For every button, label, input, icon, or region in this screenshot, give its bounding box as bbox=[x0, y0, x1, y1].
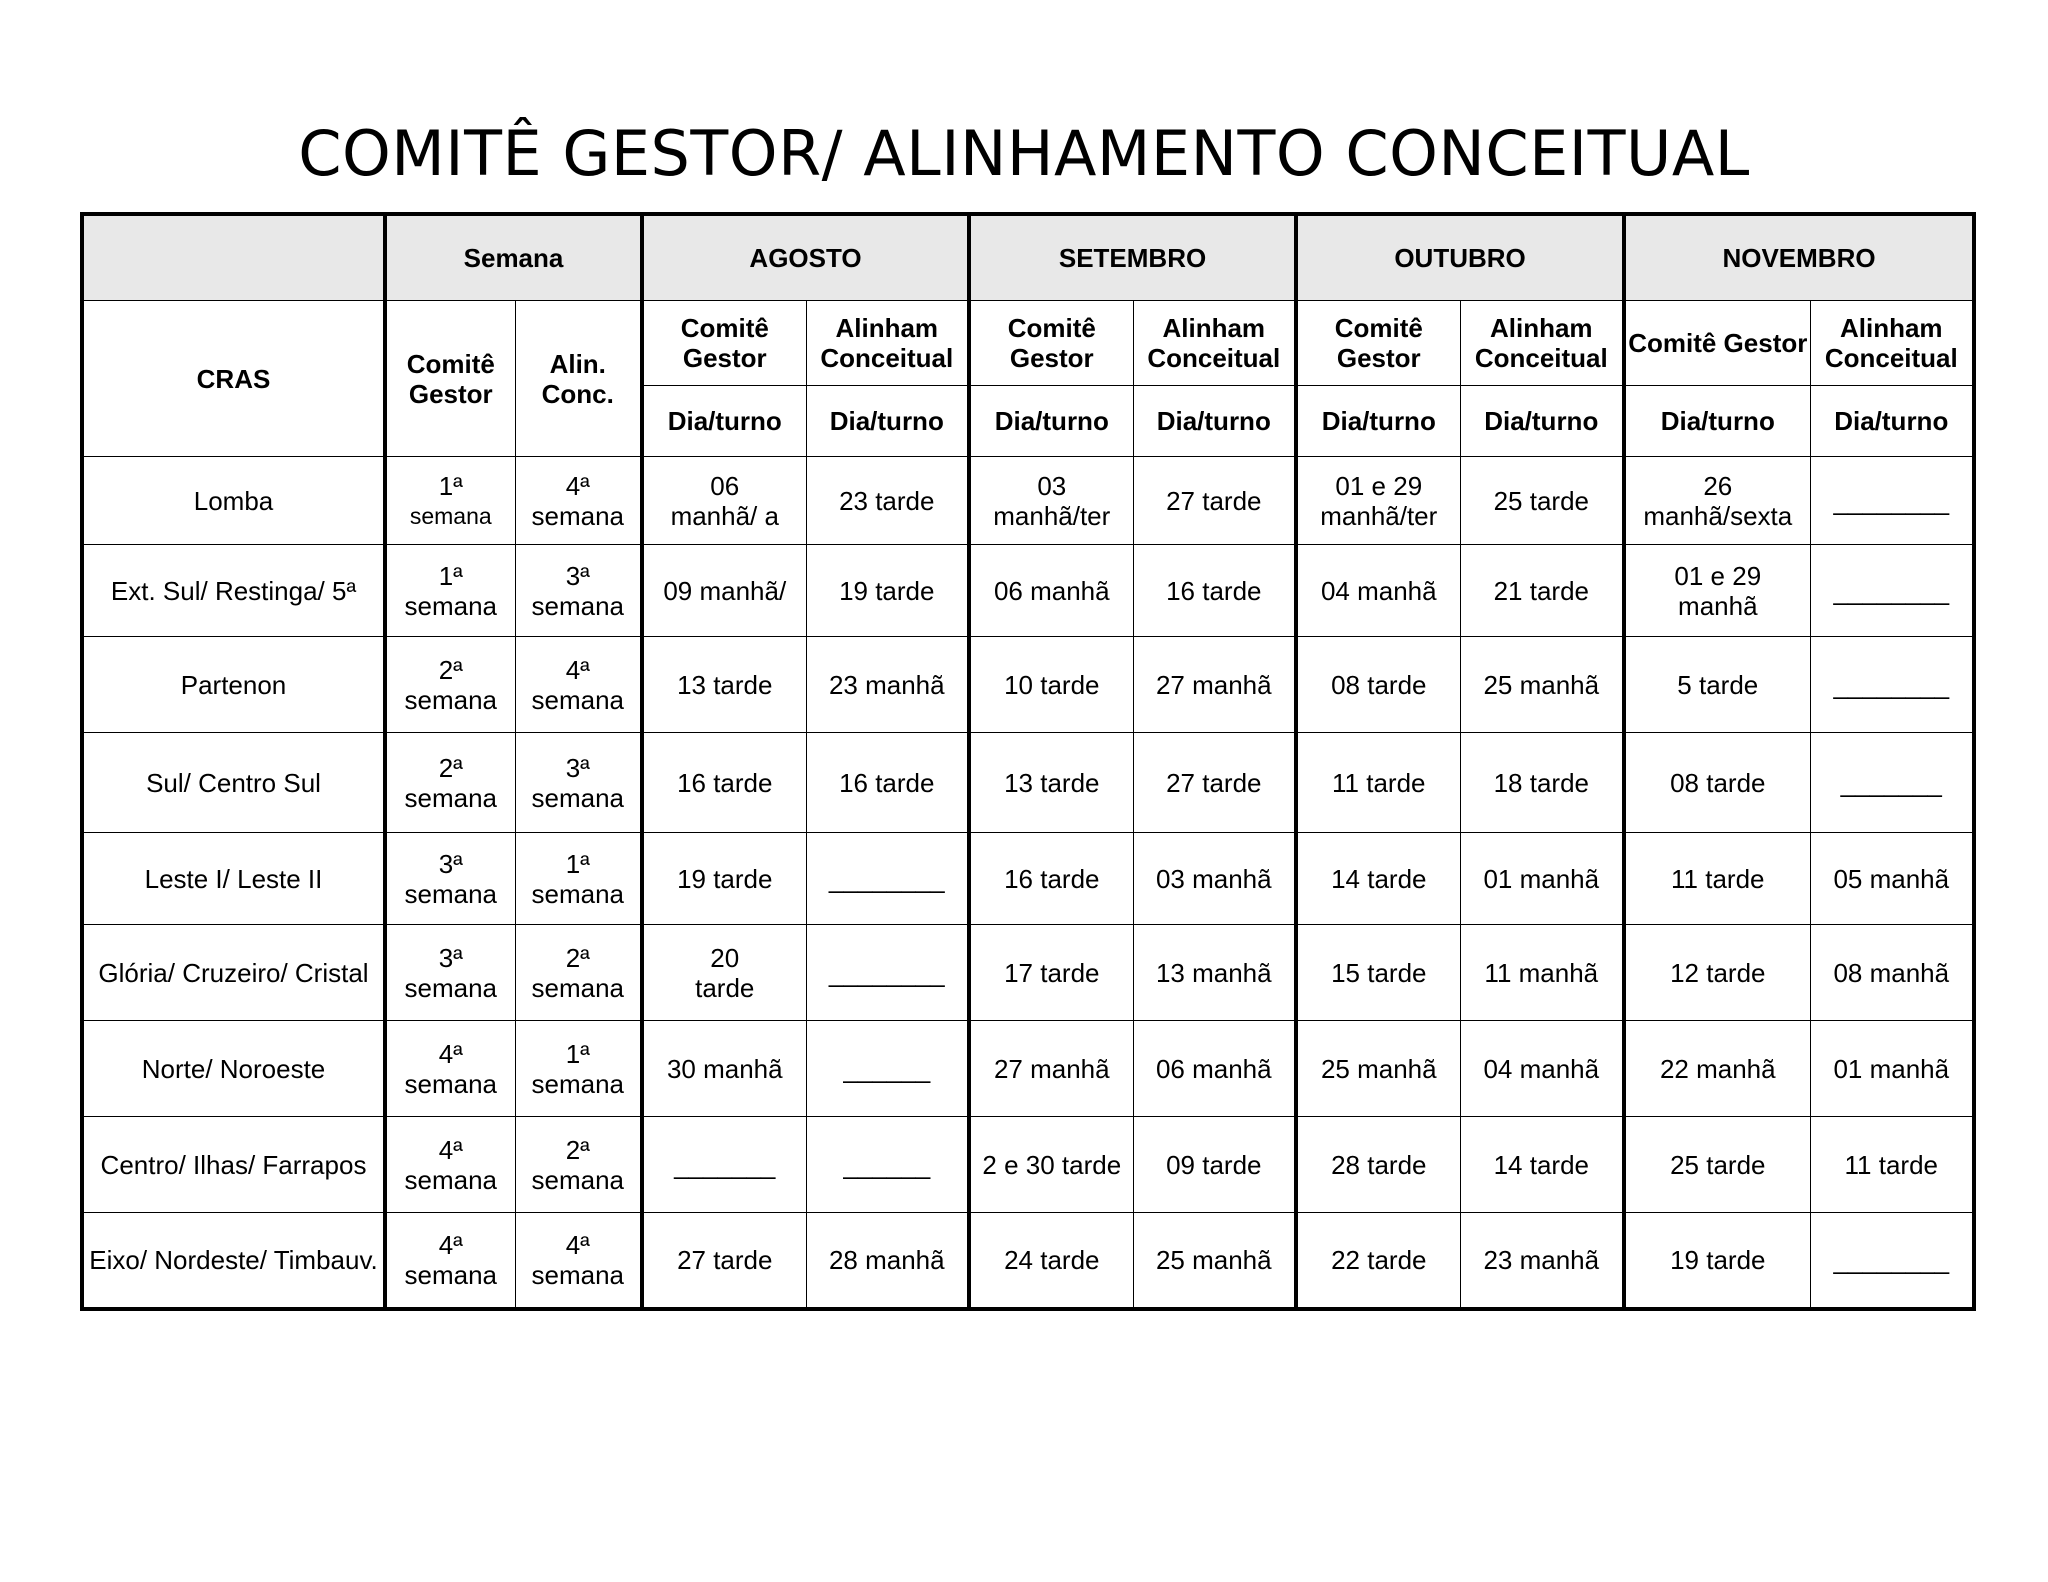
semana-alin-cell bbox=[515, 457, 642, 545]
comite-date-cell-line: 08 tarde bbox=[1670, 767, 1766, 798]
comite-date-cell-line: 06 bbox=[710, 470, 740, 501]
semana-comite-cell-line: 4ª bbox=[438, 1229, 463, 1260]
semana-alin-cell-line: semana bbox=[531, 1068, 624, 1099]
comite-date-cell bbox=[1624, 1213, 1810, 1309]
semana-alin-cell bbox=[515, 925, 642, 1021]
alin-date-cell-line: 25 tarde bbox=[1493, 485, 1589, 516]
comite-date-cell-line: 16 tarde bbox=[1004, 863, 1100, 894]
alin-date-cell bbox=[1133, 1213, 1296, 1309]
outubro-comite-header: Comitê Gestor bbox=[1296, 301, 1460, 386]
alin-date-cell bbox=[1810, 1213, 1974, 1309]
semana-comite-cell-line: 3ª bbox=[438, 848, 463, 879]
semana-comite-cell-line: semana bbox=[404, 1259, 497, 1290]
semana-alin-cell-line: 4ª bbox=[565, 1229, 590, 1260]
alin-date-cell bbox=[806, 545, 969, 637]
corner-cell bbox=[82, 214, 385, 301]
setembro-alin-header: Alinham Conceitual bbox=[1133, 301, 1296, 386]
alin-date-cell-line: 01 manhã bbox=[1833, 1053, 1950, 1084]
semana-alin-cell-line: semana bbox=[531, 782, 624, 813]
alin-date-cell bbox=[1810, 457, 1974, 545]
semana-comite-cell bbox=[385, 1213, 515, 1309]
alin-date-cell-line: 23 manhã bbox=[1483, 1244, 1600, 1275]
comite-date-cell bbox=[642, 457, 806, 545]
comite-date-cell-line: 22 tarde bbox=[1331, 1244, 1427, 1275]
cras-name-cell: Partenon bbox=[82, 637, 385, 733]
comite-date-cell-line: 01 e 29 bbox=[1674, 560, 1762, 591]
alin-date-cell bbox=[1133, 545, 1296, 637]
alin-date-cell bbox=[1810, 1117, 1974, 1213]
alin-date-cell-line: 25 manhã bbox=[1483, 669, 1600, 700]
alin-date-cell-line: 16 tarde bbox=[1166, 575, 1262, 606]
alin-date-cell bbox=[1133, 833, 1296, 925]
semana-alin-cell bbox=[515, 833, 642, 925]
semana-alin-cell-line: 1ª bbox=[565, 1038, 590, 1069]
cras-name-cell: Eixo/ Nordeste/ Timbauv. bbox=[82, 1213, 385, 1309]
comite-date-cell bbox=[969, 1021, 1133, 1117]
comite-date-cell bbox=[642, 545, 806, 637]
alin-date-cell-line: ________ bbox=[1833, 485, 1950, 516]
comite-date-cell bbox=[1296, 1117, 1460, 1213]
alin-date-cell-line: 27 tarde bbox=[1166, 767, 1262, 798]
semana-alin-cell-line: 3ª bbox=[565, 752, 590, 783]
alin-date-cell bbox=[1133, 1021, 1296, 1117]
dia-turno-header: Dia/turno bbox=[1296, 386, 1460, 457]
alin-date-cell bbox=[1810, 545, 1974, 637]
semana-comite-cell bbox=[385, 925, 515, 1021]
comite-date-cell-line: 22 manhã bbox=[1659, 1053, 1776, 1084]
alin-date-cell bbox=[1810, 925, 1974, 1021]
alin-date-cell bbox=[806, 1021, 969, 1117]
semana-alin-cell bbox=[515, 1117, 642, 1213]
alin-date-cell-line: 08 manhã bbox=[1833, 957, 1950, 988]
comite-date-cell-line: 15 tarde bbox=[1331, 957, 1427, 988]
comite-date-cell bbox=[969, 637, 1133, 733]
semana-comite-cell bbox=[385, 733, 515, 833]
alin-date-cell bbox=[806, 1117, 969, 1213]
semana-alin-cell-line: 4ª bbox=[565, 654, 590, 685]
semana-comite-cell-line: semana bbox=[404, 782, 497, 813]
alin-date-cell-line: ______ bbox=[843, 1053, 931, 1084]
alin-date-cell-line: 11 tarde bbox=[1844, 1149, 1939, 1180]
comite-date-cell-line: 5 tarde bbox=[1677, 669, 1759, 700]
comite-date-cell bbox=[1624, 457, 1810, 545]
alin-date-cell-line: 27 manhã bbox=[1155, 669, 1272, 700]
comite-date-cell bbox=[642, 925, 806, 1021]
alin-date-cell bbox=[806, 457, 969, 545]
dia-turno-header: Dia/turno bbox=[969, 386, 1133, 457]
alin-date-cell bbox=[1133, 637, 1296, 733]
agosto-alin-header: Alinham Conceitual bbox=[806, 301, 969, 386]
comite-date-cell bbox=[1296, 457, 1460, 545]
page-title: COMITÊ GESTOR/ ALINHAMENTO CONCEITUAL bbox=[298, 117, 1750, 190]
semana-comite-cell-line: 2ª bbox=[438, 752, 463, 783]
alin-date-cell bbox=[1460, 733, 1624, 833]
comite-date-cell bbox=[1624, 637, 1810, 733]
alin-date-cell-line: 04 manhã bbox=[1483, 1053, 1600, 1084]
table-row bbox=[82, 457, 1974, 545]
semana-alin-cell-line: semana bbox=[531, 684, 624, 715]
semana-comite-cell-line: 1ª bbox=[438, 470, 463, 501]
alin-date-cell bbox=[806, 733, 969, 833]
comite-date-cell-line: 10 tarde bbox=[1004, 669, 1100, 700]
outubro-alin-header: Alinham Conceitual bbox=[1460, 301, 1624, 386]
comite-date-cell bbox=[642, 637, 806, 733]
cras-name-cell: Ext. Sul/ Restinga/ 5ª bbox=[82, 545, 385, 637]
alin-date-cell-line: ________ bbox=[828, 863, 945, 894]
table-row bbox=[82, 637, 1974, 733]
alin-date-cell bbox=[1133, 925, 1296, 1021]
comite-date-cell bbox=[969, 1117, 1133, 1213]
semana-alin-cell-line: 1ª bbox=[565, 848, 590, 879]
comite-date-cell-line: manhã/ter bbox=[993, 500, 1111, 531]
alin-date-cell bbox=[806, 1213, 969, 1309]
table-row bbox=[82, 1213, 1974, 1309]
comite-date-cell-line: 04 manhã bbox=[1320, 575, 1437, 606]
semana-comite-cell bbox=[385, 1021, 515, 1117]
comite-date-cell bbox=[1624, 733, 1810, 833]
semana-alin-cell bbox=[515, 1021, 642, 1117]
alin-date-cell bbox=[1460, 925, 1624, 1021]
comite-date-cell bbox=[1624, 1021, 1810, 1117]
comite-date-cell-line: 08 tarde bbox=[1331, 669, 1427, 700]
comite-date-cell bbox=[969, 457, 1133, 545]
alin-date-cell bbox=[1133, 457, 1296, 545]
alin-date-cell-line: 23 manhã bbox=[828, 669, 945, 700]
alin-date-cell-line: 18 tarde bbox=[1493, 767, 1589, 798]
semana-alin-cell-line: 2ª bbox=[565, 1134, 590, 1165]
comite-date-cell-line: 30 manhã bbox=[666, 1053, 783, 1084]
comite-date-cell-line: 06 manhã bbox=[993, 575, 1110, 606]
comite-date-cell-line: 13 tarde bbox=[677, 669, 773, 700]
dia-turno-header: Dia/turno bbox=[1460, 386, 1624, 457]
comite-date-cell-line: 27 manhã bbox=[993, 1053, 1110, 1084]
semana-alin-cell-line: semana bbox=[531, 878, 624, 909]
comite-date-cell-line: 11 tarde bbox=[1332, 767, 1426, 798]
comite-date-cell-line: 19 tarde bbox=[677, 863, 773, 894]
comite-date-cell bbox=[1296, 1213, 1460, 1309]
cras-name-cell: Centro/ Ilhas/ Farrapos bbox=[82, 1117, 385, 1213]
comite-date-cell bbox=[642, 1213, 806, 1309]
alin-date-cell bbox=[1460, 457, 1624, 545]
table-row bbox=[82, 733, 1974, 833]
comite-date-cell-line: 13 tarde bbox=[1004, 767, 1100, 798]
semana-comite-cell-line: semana bbox=[404, 1068, 497, 1099]
alin-date-cell bbox=[1810, 733, 1974, 833]
comite-date-cell bbox=[1296, 925, 1460, 1021]
alin-date-cell-line: 19 tarde bbox=[839, 575, 935, 606]
alin-date-cell-line: _______ bbox=[1840, 767, 1942, 798]
comite-date-cell-line: manhã/ter bbox=[1320, 500, 1438, 531]
table-row bbox=[82, 545, 1974, 637]
comite-date-cell-line: 26 bbox=[1703, 470, 1733, 501]
semana-alin-cell-line: 4ª bbox=[565, 470, 590, 501]
month-header-setembro: SETEMBRO bbox=[969, 214, 1296, 301]
dia-turno-header: Dia/turno bbox=[642, 386, 806, 457]
alin-date-cell-line: 25 manhã bbox=[1155, 1244, 1272, 1275]
semana-comite-cell-line: 4ª bbox=[438, 1134, 463, 1165]
comite-date-cell bbox=[1624, 545, 1810, 637]
alin-date-cell-line: 21 tarde bbox=[1493, 575, 1589, 606]
alin-date-cell bbox=[1460, 1117, 1624, 1213]
alin-date-cell-line: 28 manhã bbox=[828, 1244, 945, 1275]
comite-date-cell bbox=[969, 545, 1133, 637]
novembro-alin-header: Alinham Conceitual bbox=[1810, 301, 1974, 386]
comite-date-cell bbox=[1296, 1021, 1460, 1117]
month-header-novembro: NOVEMBRO bbox=[1624, 214, 1974, 301]
table-row bbox=[82, 1117, 1974, 1213]
comite-date-cell-line: 19 tarde bbox=[1670, 1244, 1766, 1275]
comite-date-cell bbox=[1296, 733, 1460, 833]
alin-date-cell-line: 27 tarde bbox=[1166, 485, 1262, 516]
table-row bbox=[82, 833, 1974, 925]
alin-date-cell bbox=[1810, 1021, 1974, 1117]
comite-date-cell bbox=[1624, 925, 1810, 1021]
semana-comite-cell-line: 2ª bbox=[438, 654, 463, 685]
schedule-table bbox=[80, 212, 1976, 1311]
semana-comite-cell bbox=[385, 637, 515, 733]
comite-date-cell bbox=[969, 733, 1133, 833]
comite-date-cell bbox=[1624, 833, 1810, 925]
alin-date-cell-line: 23 tarde bbox=[839, 485, 935, 516]
semana-alin-header: Alin. Conc. bbox=[515, 301, 642, 457]
semana-alin-cell-line: semana bbox=[531, 1164, 624, 1195]
dia-turno-header: Dia/turno bbox=[806, 386, 969, 457]
semana-alin-cell-line: semana bbox=[531, 590, 624, 621]
alin-date-cell bbox=[1810, 637, 1974, 733]
comite-date-cell-line: manhã bbox=[1678, 590, 1758, 621]
comite-date-cell-line: 25 tarde bbox=[1670, 1149, 1766, 1180]
alin-date-cell bbox=[1460, 1021, 1624, 1117]
alin-date-cell-line: 06 manhã bbox=[1155, 1053, 1272, 1084]
cras-name-cell: Norte/ Noroeste bbox=[82, 1021, 385, 1117]
cras-name-cell: Sul/ Centro Sul bbox=[82, 733, 385, 833]
semana-comite-cell-line: 3ª bbox=[438, 942, 463, 973]
comite-date-cell-line: 14 tarde bbox=[1331, 863, 1427, 894]
comite-date-cell-line: 11 tarde bbox=[1671, 863, 1765, 894]
comite-date-cell bbox=[1296, 833, 1460, 925]
semana-comite-cell bbox=[385, 457, 515, 545]
alin-date-cell bbox=[1133, 733, 1296, 833]
comite-date-cell-line: 2 e 30 tarde bbox=[982, 1149, 1122, 1180]
comite-date-cell bbox=[642, 833, 806, 925]
comite-date-cell bbox=[969, 925, 1133, 1021]
semana-comite-cell bbox=[385, 1117, 515, 1213]
comite-date-cell-line: tarde bbox=[695, 972, 755, 1003]
comite-date-cell bbox=[969, 1213, 1133, 1309]
semana-alin-cell bbox=[515, 1213, 642, 1309]
comite-date-cell-line: 24 tarde bbox=[1004, 1244, 1100, 1275]
alin-date-cell-line: 05 manhã bbox=[1833, 863, 1950, 894]
semana-comite-cell-line: semana bbox=[409, 502, 492, 529]
comite-date-cell bbox=[1624, 1117, 1810, 1213]
subheader-row bbox=[82, 301, 1974, 386]
semana-header: Semana bbox=[385, 214, 642, 301]
cras-header: CRAS bbox=[82, 301, 385, 457]
semana-alin-cell bbox=[515, 545, 642, 637]
novembro-comite-header: Comitê Gestor bbox=[1624, 301, 1810, 386]
comite-date-cell-line: 17 tarde bbox=[1004, 957, 1100, 988]
alin-date-cell bbox=[806, 833, 969, 925]
comite-date-cell-line: manhã/ a bbox=[670, 500, 779, 531]
comite-date-cell-line: 25 manhã bbox=[1320, 1053, 1437, 1084]
alin-date-cell-line: 11 manhã bbox=[1484, 957, 1599, 988]
semana-comite-cell-line: semana bbox=[404, 590, 497, 621]
alin-date-cell bbox=[1460, 833, 1624, 925]
agosto-comite-header: Comitê Gestor bbox=[642, 301, 806, 386]
cras-name-cell: Lomba bbox=[82, 457, 385, 545]
alin-date-cell-line: ________ bbox=[828, 957, 945, 988]
table-row bbox=[82, 1021, 1974, 1117]
comite-date-cell bbox=[642, 1117, 806, 1213]
semana-alin-cell-line: semana bbox=[531, 972, 624, 1003]
alin-date-cell bbox=[1133, 1117, 1296, 1213]
alin-date-cell bbox=[806, 637, 969, 733]
comite-date-cell-line: _______ bbox=[674, 1149, 776, 1180]
semana-alin-cell-line: 2ª bbox=[565, 942, 590, 973]
dia-turno-header: Dia/turno bbox=[1810, 386, 1974, 457]
alin-date-cell-line: 14 tarde bbox=[1493, 1149, 1589, 1180]
comite-date-cell-line: 12 tarde bbox=[1670, 957, 1766, 988]
comite-date-cell-line: manhã/sexta bbox=[1643, 500, 1793, 531]
alin-date-cell bbox=[1460, 1213, 1624, 1309]
comite-date-cell bbox=[642, 1021, 806, 1117]
alin-date-cell-line: 16 tarde bbox=[839, 767, 935, 798]
alin-date-cell-line: 01 manhã bbox=[1483, 863, 1600, 894]
alin-date-cell bbox=[1460, 637, 1624, 733]
semana-alin-cell bbox=[515, 733, 642, 833]
cras-name-cell: Glória/ Cruzeiro/ Cristal bbox=[82, 925, 385, 1021]
alin-date-cell-line: 03 manhã bbox=[1155, 863, 1272, 894]
cras-name-cell: Leste I/ Leste II bbox=[82, 833, 385, 925]
comite-date-cell bbox=[1296, 545, 1460, 637]
setembro-comite-header: Comitê Gestor bbox=[969, 301, 1133, 386]
semana-comite-cell bbox=[385, 545, 515, 637]
semana-comite-cell bbox=[385, 833, 515, 925]
comite-date-cell-line: 09 manhã/ bbox=[663, 575, 787, 606]
month-header-agosto: AGOSTO bbox=[642, 214, 969, 301]
comite-date-cell-line: 27 tarde bbox=[677, 1244, 773, 1275]
alin-date-cell-line: ______ bbox=[843, 1149, 931, 1180]
semana-alin-cell bbox=[515, 637, 642, 733]
dia-turno-header: Dia/turno bbox=[1624, 386, 1810, 457]
alin-date-cell-line: 13 manhã bbox=[1155, 957, 1272, 988]
semana-comite-cell-line: 4ª bbox=[438, 1038, 463, 1069]
dia-turno-header: Dia/turno bbox=[1133, 386, 1296, 457]
comite-date-cell bbox=[642, 733, 806, 833]
semana-comite-cell-line: semana bbox=[404, 878, 497, 909]
semana-comite-cell-line: 1ª bbox=[438, 560, 463, 591]
comite-date-cell-line: 16 tarde bbox=[677, 767, 773, 798]
alin-date-cell bbox=[1460, 545, 1624, 637]
comite-date-cell-line: 20 bbox=[710, 942, 740, 973]
alin-date-cell-line: 09 tarde bbox=[1166, 1149, 1262, 1180]
semana-comite-cell-line: semana bbox=[404, 1164, 497, 1195]
alin-date-cell-line: ________ bbox=[1833, 575, 1950, 606]
alin-date-cell bbox=[1810, 833, 1974, 925]
comite-date-cell bbox=[1296, 637, 1460, 733]
comite-date-cell-line: 28 tarde bbox=[1331, 1149, 1427, 1180]
semana-comite-cell-line: semana bbox=[404, 684, 497, 715]
semana-alin-cell-line: 3ª bbox=[565, 560, 590, 591]
alin-date-cell-line: ________ bbox=[1833, 1244, 1950, 1275]
semana-alin-cell-line: semana bbox=[531, 1259, 624, 1290]
month-header-outubro: OUTUBRO bbox=[1296, 214, 1624, 301]
comite-date-cell bbox=[969, 833, 1133, 925]
month-header-row bbox=[82, 214, 1974, 301]
alin-date-cell bbox=[806, 925, 969, 1021]
semana-comite-header: Comitê Gestor bbox=[385, 301, 515, 457]
alin-date-cell-line: ________ bbox=[1833, 669, 1950, 700]
semana-alin-cell-line: semana bbox=[531, 500, 624, 531]
comite-date-cell-line: 03 bbox=[1037, 470, 1067, 501]
table-row bbox=[82, 925, 1974, 1021]
comite-date-cell-line: 01 e 29 bbox=[1335, 470, 1423, 501]
semana-comite-cell-line: semana bbox=[404, 972, 497, 1003]
